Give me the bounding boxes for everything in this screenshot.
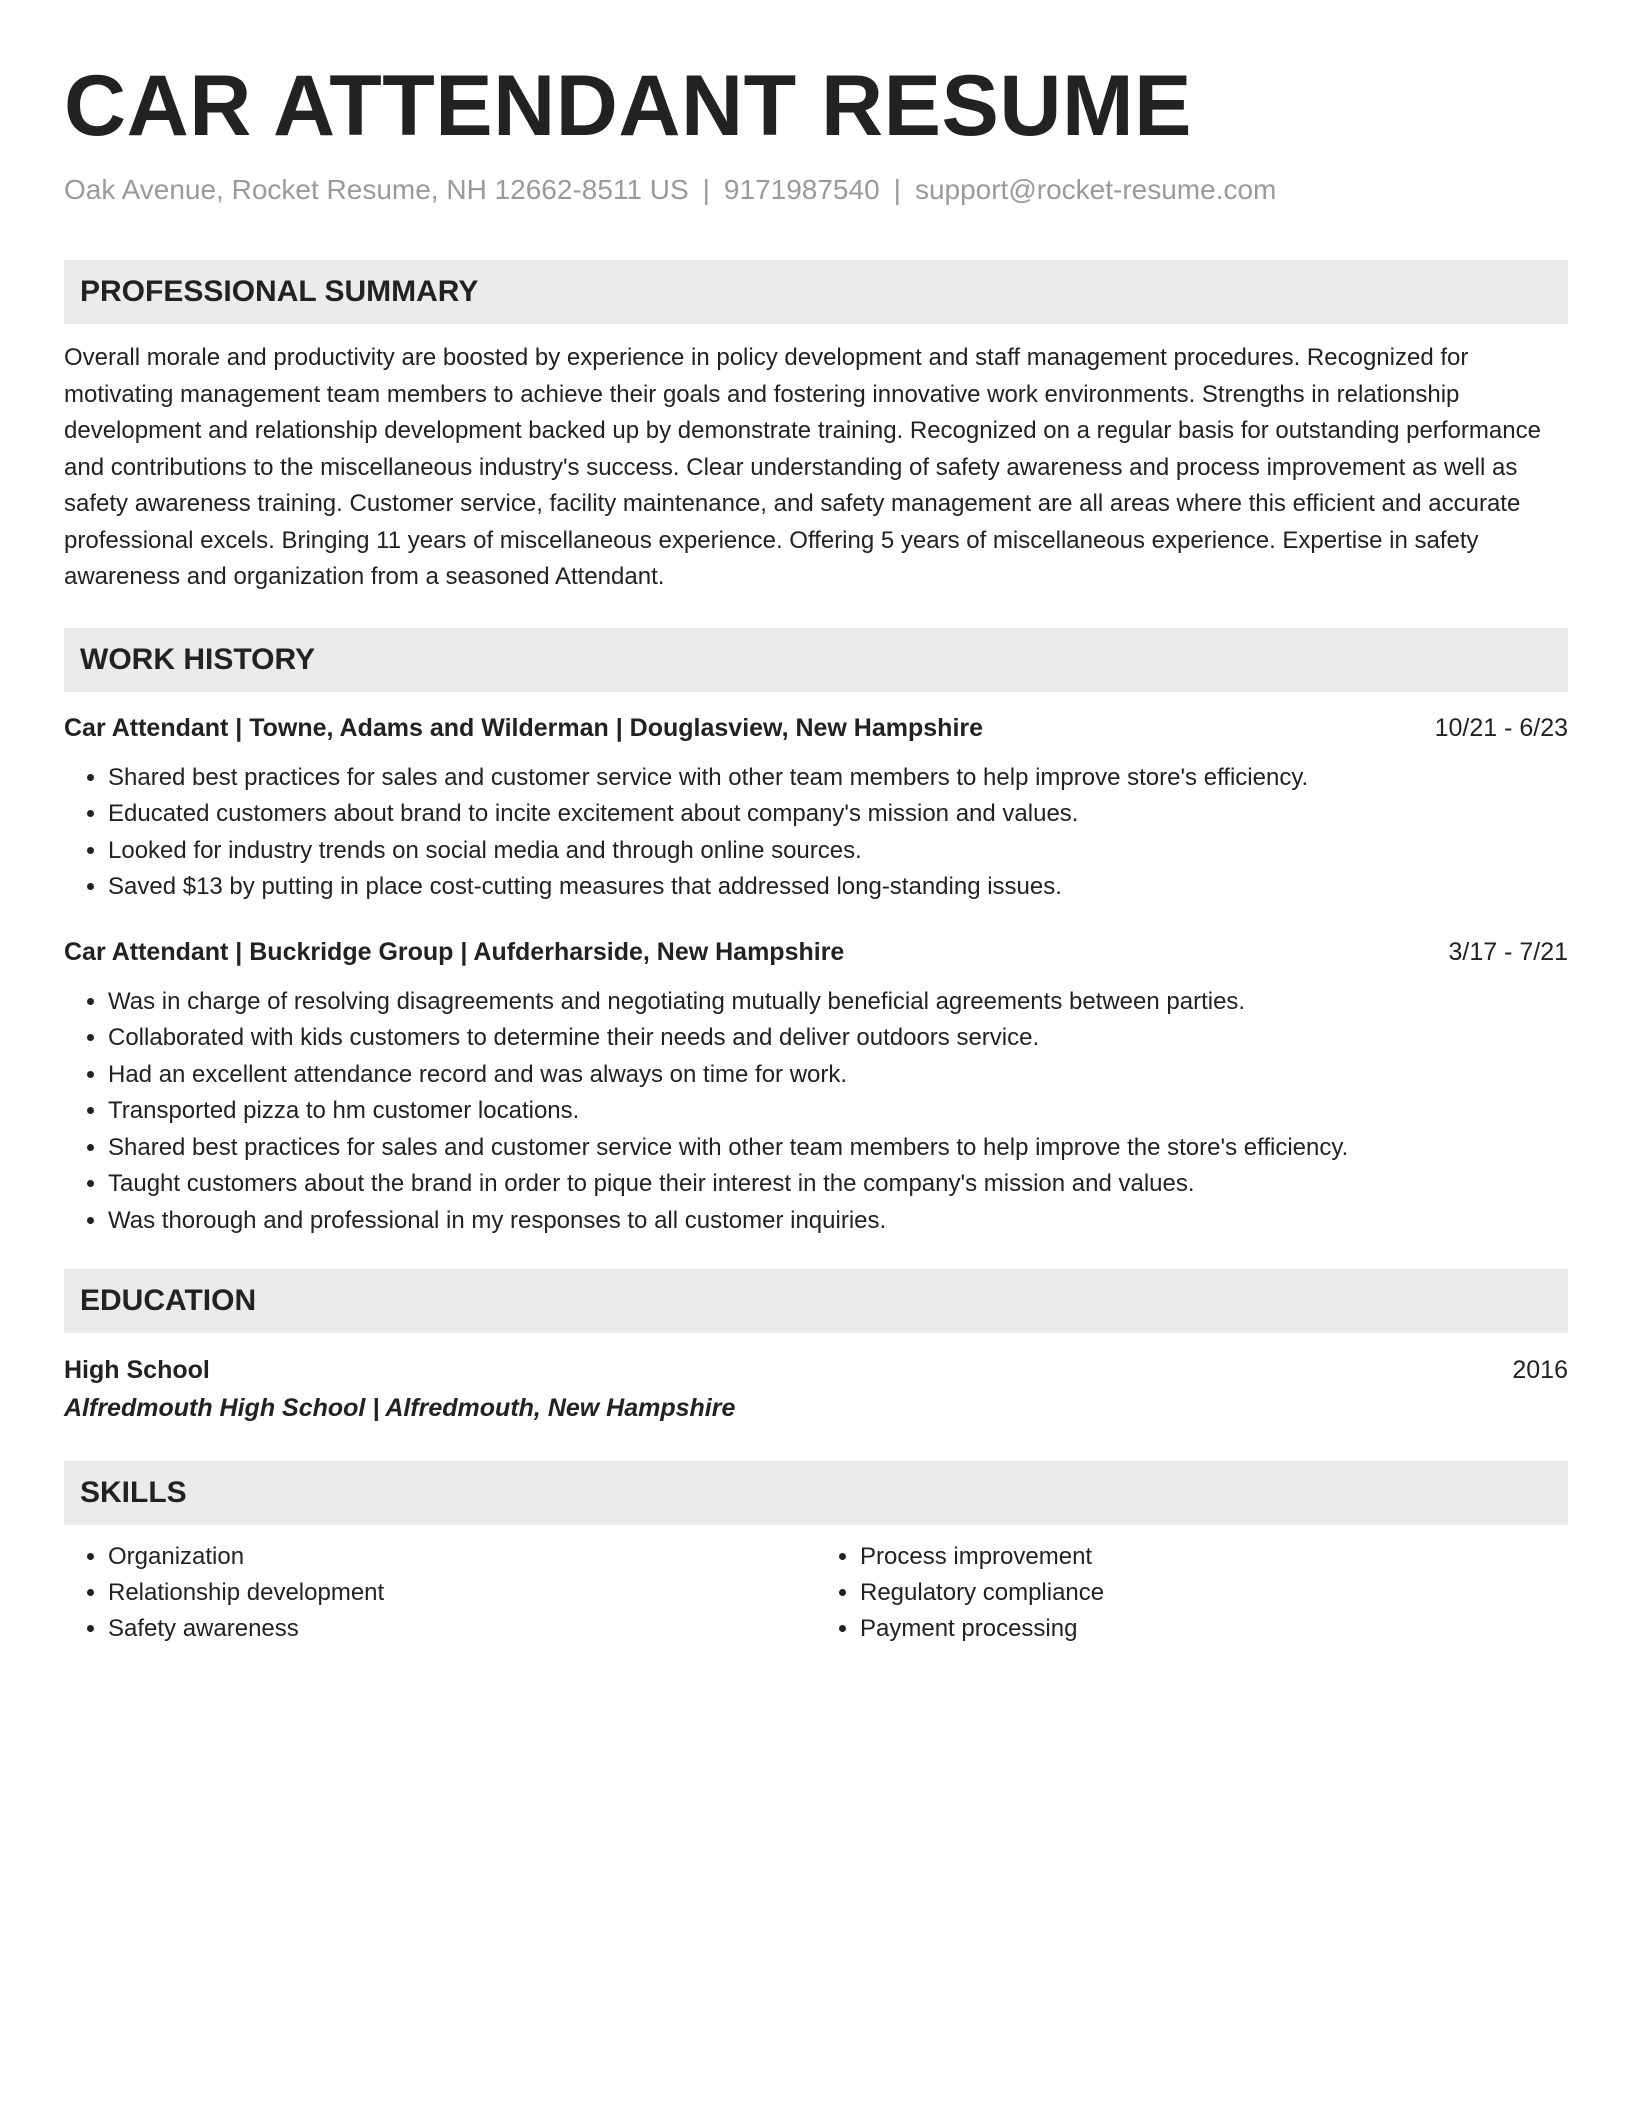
skill-item: • Organization: [108, 1539, 816, 1575]
contact-address: Oak Avenue, Rocket Resume, NH 12662-8511 US: [64, 174, 689, 205]
job-bullet: • Transported pizza to hm customer locations.: [108, 1093, 1568, 1130]
summary-text: Overall morale and productivity are boosted by experience in policy development and staff management procedures. Recognized for motivating management team members to achieve their goals and fostering innovative work environments. Strengths in relationship development and relationship development backed up by demonstrate training. Recognized on a regular basis for outstanding performance and contributions to the miscellaneous industry's success. Clear understanding of safety awareness and process improvement as well as safety awareness training. Customer service, facility maintenance, and safety management are all areas where this efficient and accurate professional excels. Bringing 11 years of miscellaneous experience. Offering 5 years of miscellaneous experience. Expertise in safety awareness and organization from a seasoned Attendant.: [64, 344, 1541, 590]
skill-item: • Payment processing: [860, 1611, 1568, 1647]
job-header: [64, 710, 1568, 746]
education-school: Alfredmouth High School | Alfredmouth, New Hampshire: [64, 1394, 736, 1422]
skill-item: • Safety awareness: [108, 1611, 816, 1647]
job-bullet: • Saved $13 by putting in place cost-cutting measures that addressed long-standing issues.: [108, 869, 1568, 906]
job-bullet: • Collaborated with kids customers to determine their needs and deliver outdoors service.: [108, 1020, 1568, 1057]
job-bullet: • Shared best practices for sales and customer service with other team members to help improve store's efficiency.: [108, 760, 1568, 797]
education-header: [64, 1351, 1568, 1389]
resume-title: CAR ATTENDANT RESUME: [64, 58, 1192, 154]
education-heading: EDUCATION: [64, 1269, 1568, 1333]
job-header: [64, 934, 1568, 970]
job-entry: [64, 934, 1568, 1240]
education-degree: High School: [64, 1356, 210, 1384]
education-entry: [64, 1351, 1568, 1427]
job-title: Car Attendant | Towne, Adams and Wilderman | Douglasview, New Hampshire: [64, 713, 984, 742]
job-bullet: • Was in charge of resolving disagreements and negotiating mutually beneficial agreements between parties.: [108, 984, 1568, 1021]
skill-item: • Process improvement: [860, 1539, 1568, 1575]
contact-email: support@rocket-resume.com: [914, 174, 1277, 205]
job-bullet: • Had an excellent attendance record and was always on time for work.: [108, 1057, 1568, 1094]
contact-phone: 9171987540: [723, 174, 880, 205]
job-bullet: • Looked for industry trends on social media and through online sources.: [108, 833, 1568, 870]
contact-line: [64, 172, 1568, 208]
skills-column-left: [64, 1539, 816, 1647]
job-bullet-list: [64, 984, 1568, 1240]
skill-item: • Regulatory compliance: [860, 1575, 1568, 1611]
job-title: Car Attendant | Buckridge Group | Aufderharside, New Hampshire: [64, 937, 845, 966]
skills-column-right: [816, 1539, 1568, 1647]
job-bullet: • Taught customers about the brand in order to pique their interest in the company's mission and values.: [108, 1166, 1568, 1203]
job-entry: [64, 710, 1568, 906]
job-bullet: • Shared best practices for sales and customer service with other team members to help improve the store's efficiency.: [108, 1130, 1568, 1167]
job-bullet: • Was thorough and professional in my responses to all customer inquiries.: [108, 1203, 1568, 1240]
education-year: 2016: [1512, 1356, 1568, 1384]
job-dates: 3/17 - 7/21: [1448, 937, 1568, 966]
skills-grid: [64, 1539, 1568, 1647]
skills-heading: SKILLS: [64, 1461, 1568, 1525]
contact-separator: |: [893, 174, 901, 205]
work-history-heading: WORK HISTORY: [64, 628, 1568, 692]
job-bullet: • Educated customers about brand to incite excitement about company's mission and values.: [108, 796, 1568, 833]
skill-item: • Relationship development: [108, 1575, 816, 1611]
contact-separator: |: [702, 174, 710, 205]
job-bullet-list: [64, 760, 1568, 906]
job-dates: 10/21 - 6/23: [1434, 713, 1568, 742]
summary-heading: PROFESSIONAL SUMMARY: [64, 260, 1568, 324]
